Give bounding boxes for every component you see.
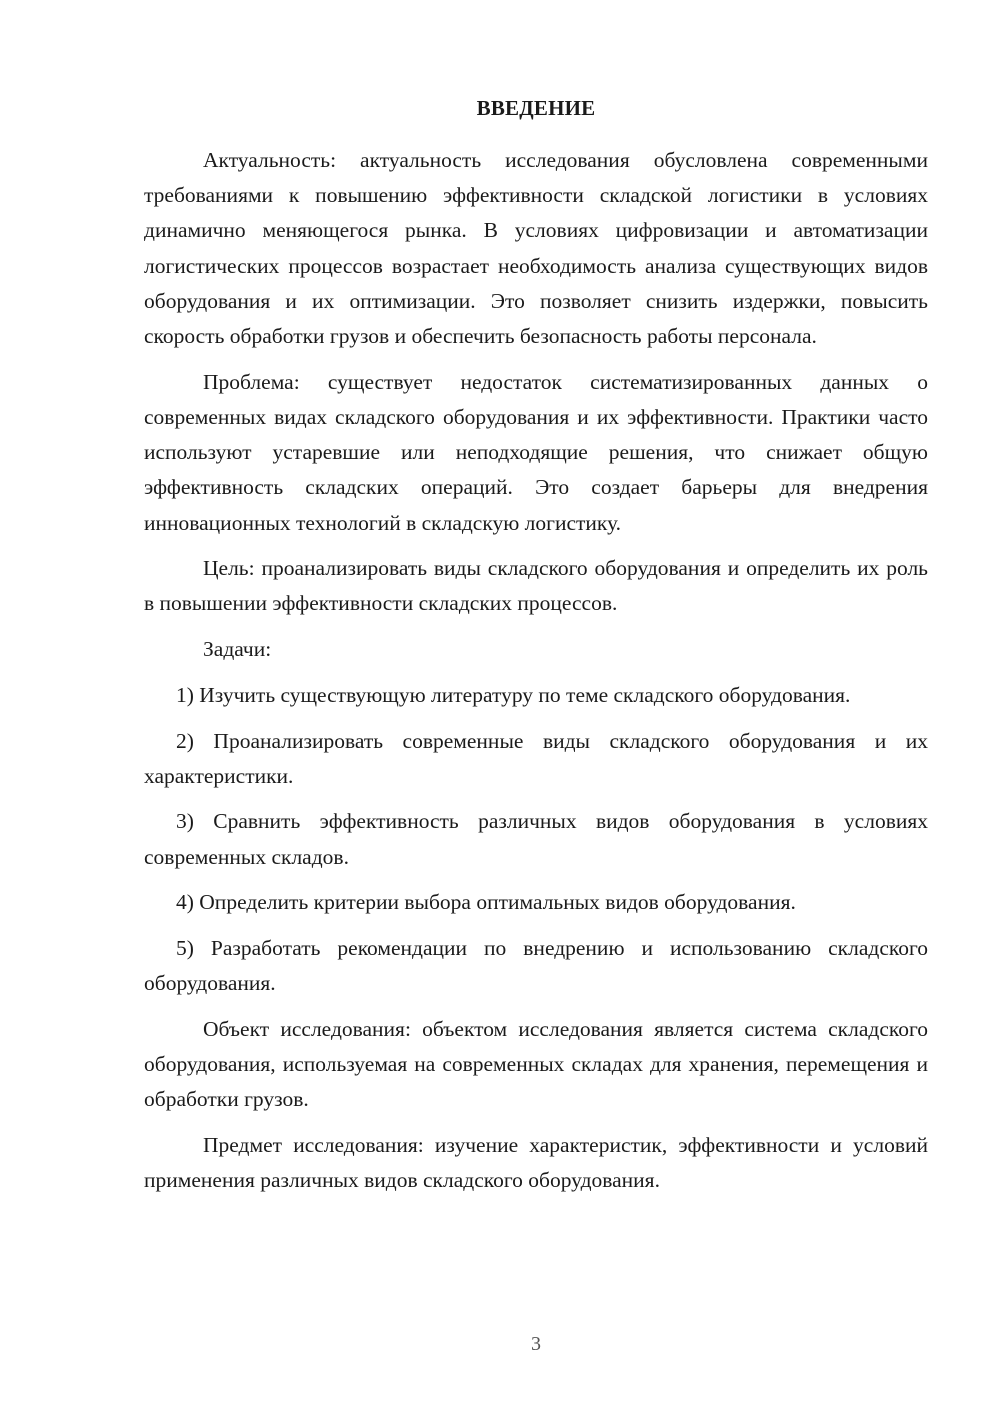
document-page	[144, 0, 928, 1414]
page-number: 3	[531, 1333, 541, 1355]
subject-paragraph: Предмет исследования: изучение характеристик, эффективности и условий применения различных видов складского оборудования.	[144, 1133, 928, 1193]
tasks-heading: Задачи:	[203, 637, 272, 662]
task-item: 4) Определить критерии выбора оптимальных видов оборудования.	[176, 890, 796, 915]
page-title: ВВЕДЕНИЕ	[476, 96, 596, 120]
problem-paragraph: Проблема: существует недостаток систематизированных данных о современных видах складского оборудования и их эффективности. Практики часто используют устаревшие или неподходящие решения, что снижает общую эффективность складских операций. Это создает барьеры для внедрения инновационных технологий в складскую логистику.	[144, 369, 928, 535]
object-paragraph: Объект исследования: объектом исследования является система складского оборудования, используемая на современных складах для хранения, перемещения и обработки грузов.	[144, 1016, 928, 1112]
document-body	[144, 143, 928, 1209]
task-item: 1) Изучить существующую литературу по теме складского оборудования.	[176, 682, 851, 707]
task-item: 5) Разработать рекомендации по внедрению и использованию складского оборудования.	[144, 936, 928, 996]
task-item: 3) Сравнить эффективность различных видов оборудования в условиях современных складов.	[144, 809, 928, 869]
task-item: 2) Проанализировать современные виды складского оборудования и их характеристики.	[144, 728, 928, 788]
goal-paragraph: Цель: проанализировать виды складского оборудования и определить их роль в повышении эффективности складских процессов.	[144, 556, 928, 616]
relevance-paragraph: Актуальность: актуальность исследования обусловлена современными требованиями к повышению эффективности складской логистики в условиях динамично меняющегося рынка. В условиях цифровизации и автоматизации логистических процессов возрастает необходимость анализа существующих видов оборудования и их оптимизации. Это позволяет снизить издержки, повысить скорость обработки грузов и обеспечить безопасность работы персонала.	[144, 148, 928, 349]
